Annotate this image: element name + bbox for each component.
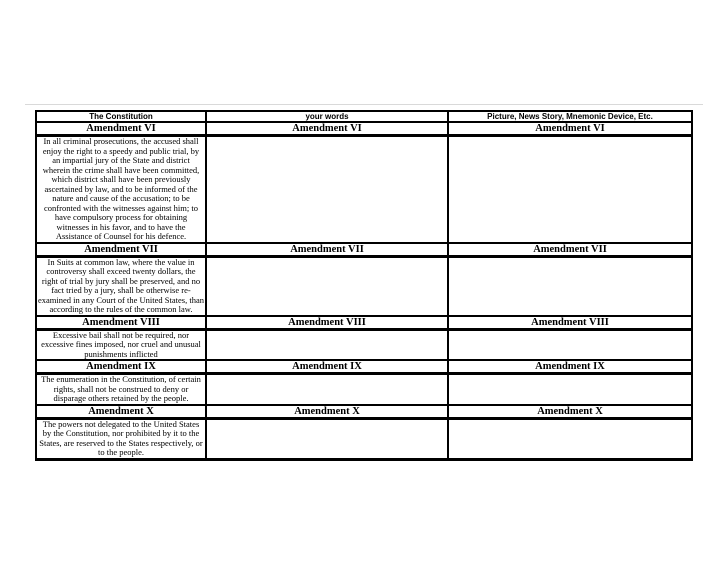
amendment-ix-body-row — [36, 374, 692, 405]
amendment-viii-constitution-text: Excessive bail shall not be required, nor excessive fines imposed, nor cruel and unusual punishments inflicted — [36, 329, 206, 360]
amendment-vi-title-constitution: Amendment VI — [36, 122, 206, 136]
picture-column-header: Picture, News Story, Mnemonic Device, Etc. — [448, 111, 692, 122]
amendment-viii-body-row — [36, 329, 692, 360]
amendment-x-constitution-text: The powers not delegated to the United States by the Constitution, nor prohibited by it to the States, are reserved to the States respectively, or to the people. — [36, 418, 206, 459]
amendment-ix-title-row — [36, 360, 692, 374]
your-words-column-header: your words — [206, 111, 448, 122]
amendment-viii-title-constitution: Amendment VIII — [36, 316, 206, 330]
amendment-x-title-constitution: Amendment X — [36, 405, 206, 419]
amendment-vii-constitution-text: In Suits at common law, where the value in controversy shall exceed twenty dollars, the right of trial by jury shall be preserved, and no fact tried by a jury, shall be otherwise re-examined in any Court of the United States, than according to the rules of the common law. — [36, 256, 206, 316]
table-header-row — [36, 111, 692, 122]
constitution-column-header: The Constitution — [36, 111, 206, 122]
amendment-vi-title-picture: Amendment VI — [448, 122, 692, 136]
amendment-ix-title-picture: Amendment IX — [448, 360, 692, 374]
amendment-viii-title-row — [36, 316, 692, 330]
amendment-ix-title-constitution: Amendment IX — [36, 360, 206, 374]
amendment-viii-your-words-cell — [206, 329, 448, 360]
amendment-ix-picture-cell — [448, 374, 692, 405]
amendment-ix-constitution-text: The enumeration in the Constitution, of certain rights, shall not be construed to deny or disparage others retained by the people. — [36, 374, 206, 405]
amendment-vi-your-words-cell — [206, 136, 448, 243]
amendment-vi-body-row — [36, 136, 692, 243]
amendment-ix-your-words-cell — [206, 374, 448, 405]
amendment-x-title-picture: Amendment X — [448, 405, 692, 419]
amendment-x-title-your-words: Amendment X — [206, 405, 448, 419]
amendment-vii-your-words-cell — [206, 256, 448, 316]
amendment-vii-title-constitution: Amendment VII — [36, 243, 206, 257]
amendment-x-picture-cell — [448, 418, 692, 459]
amendment-viii-title-your-words: Amendment VIII — [206, 316, 448, 330]
page-rule — [25, 104, 703, 105]
amendment-vii-title-your-words: Amendment VII — [206, 243, 448, 257]
amendment-ix-title-your-words: Amendment IX — [206, 360, 448, 374]
amendment-x-your-words-cell — [206, 418, 448, 459]
amendment-vi-title-row — [36, 122, 692, 136]
amendment-vii-title-row — [36, 243, 692, 257]
amendment-x-title-row — [36, 405, 692, 419]
amendment-vi-picture-cell — [448, 136, 692, 243]
amendments-table — [35, 110, 693, 461]
amendment-viii-title-picture: Amendment VIII — [448, 316, 692, 330]
amendment-vii-picture-cell — [448, 256, 692, 316]
amendment-vi-title-your-words: Amendment VI — [206, 122, 448, 136]
amendment-vii-title-picture: Amendment VII — [448, 243, 692, 257]
amendment-viii-picture-cell — [448, 329, 692, 360]
amendment-vii-body-row — [36, 256, 692, 316]
amendment-x-body-row — [36, 418, 692, 459]
amendment-vi-constitution-text: In all criminal prosecutions, the accused shall enjoy the right to a speedy and public trial, by an impartial jury of the State and district wherein the crime shall have been committed, which district shall have been previously ascertained by law, and to be informed of the nature and cause of the accusation; to be confronted with the witnesses against him; to have compulsory process for obtaining witnesses in his favor, and to have the Assistance of Counsel for his defence. — [36, 136, 206, 243]
